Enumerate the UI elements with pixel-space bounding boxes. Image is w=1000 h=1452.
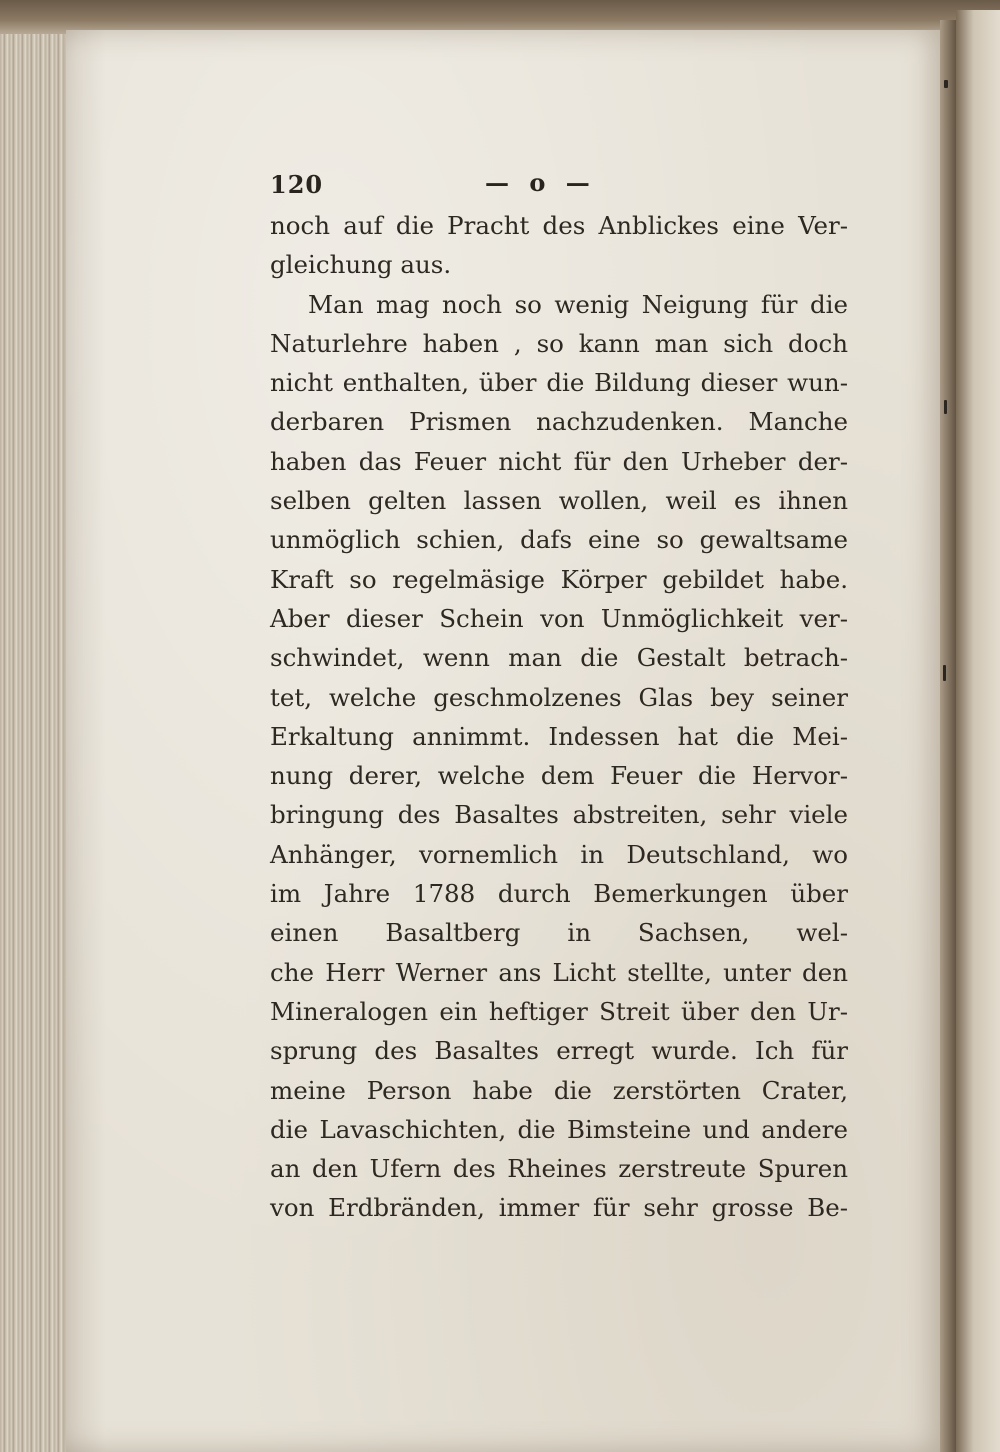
running-header — [270, 170, 848, 206]
page-number: 120 — [270, 170, 324, 199]
text-line: haben das Feuer nicht für den Urheber der- — [270, 446, 848, 476]
text-line: an den Ufern des Rheines zerstreute Spuren — [270, 1154, 848, 1184]
text-line: nung derer, welche dem Feuer die Hervor- — [270, 761, 848, 791]
text-line: meine Person habe die zerstörten Crater, — [270, 1075, 848, 1105]
text-line: sprung des Basaltes erregt wurde. Ich für — [270, 1036, 848, 1066]
text-line: che Herr Werner ans Licht stellte, unter den — [270, 957, 848, 987]
text-line: Man mag noch so wenig Neigung für die — [308, 289, 848, 319]
text-line: Kraft so regelmäsige Körper gebildet habe. — [270, 564, 848, 594]
text-line: noch auf die Pracht des Anblickes eine Ver- — [270, 211, 848, 240]
text-line: bringung des Basaltes abstreiten, sehr viele — [270, 800, 848, 830]
text-line: Naturlehre haben , so kann man sich doch — [270, 328, 848, 358]
book-page-edges — [0, 0, 74, 1452]
text-line: schwindet, wenn man die Gestalt betrach- — [270, 643, 848, 673]
text-line: Mineralogen ein heftiger Streit über den Ur- — [270, 996, 848, 1026]
bleed-through-mark — [944, 400, 947, 414]
text-line: im Jahre 1788 durch Bemerkungen über — [270, 879, 848, 909]
text-line: gleichung aus. — [270, 250, 452, 280]
text-lines — [270, 206, 848, 1228]
bleed-through-mark — [943, 665, 946, 681]
page-text — [270, 170, 848, 1228]
text-line: die Lavaschichten, die Bimsteine und andere — [270, 1114, 848, 1144]
book-cover-edge — [0, 0, 1000, 34]
text-line: einen Basaltberg in Sachsen, wel- — [270, 918, 848, 948]
opposite-page-edge — [956, 10, 1000, 1452]
bleed-through-mark — [944, 80, 948, 88]
header-ornament: — o — — [485, 168, 596, 197]
text-line: Aber dieser Schein von Unmöglichkeit ver- — [270, 603, 848, 633]
text-line: von Erdbränden, immer für sehr grosse Be- — [270, 1193, 848, 1223]
text-line: nicht enthalten, über die Bildung dieser wun- — [270, 368, 848, 398]
text-line: tet, welche geschmolzenes Glas bey seiner — [270, 682, 848, 712]
text-line: Anhänger, vornemlich in Deutschland, wo — [270, 839, 848, 869]
text-line: unmöglich schien, dafs eine so gewaltsame — [270, 525, 848, 555]
text-line: Erkaltung annimmt. Indessen hat die Mei- — [270, 721, 848, 751]
text-line: derbaren Prismen nachzudenken. Manche — [270, 407, 848, 437]
text-line: selben gelten lassen wollen, weil es ihnen — [270, 486, 848, 516]
